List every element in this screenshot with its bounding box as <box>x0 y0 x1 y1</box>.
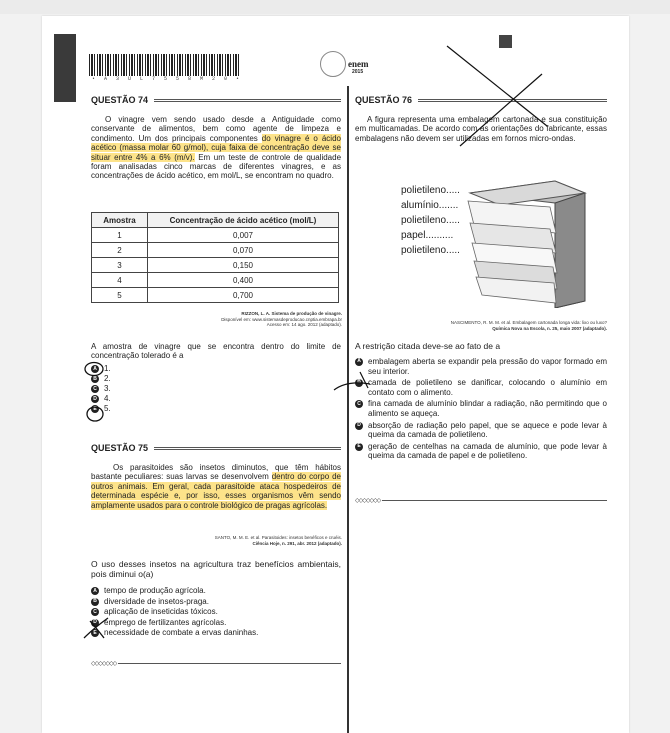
table-cell: 2 <box>92 243 148 258</box>
option-letter-icon: E <box>355 443 363 451</box>
option-d[interactable] <box>91 394 341 404</box>
table-cell: 0,400 <box>148 273 339 288</box>
q74-table-header: Amostra <box>92 213 148 228</box>
source-line: SANTO, M. M. E. et al. Parasitoides: insetos benéficos e cruéis. <box>214 535 342 540</box>
source-line: Ciência Hoje, n. 291, abr. 2012 (adaptado). <box>252 540 342 546</box>
enem-logo-icon <box>320 51 346 77</box>
source-line: Disponível em: www.sistemasdeproducao.cnptia.embrapa.br <box>221 316 342 322</box>
option-letter-icon: B <box>91 598 99 606</box>
q76-options <box>355 357 607 461</box>
table-cell: 0,007 <box>148 228 339 243</box>
q74-heading <box>91 95 341 105</box>
option-e[interactable] <box>355 442 607 461</box>
option-e[interactable] <box>91 628 341 639</box>
option-c[interactable] <box>355 399 607 418</box>
option-a[interactable] <box>91 364 341 374</box>
q74-source <box>162 311 342 328</box>
barcode <box>89 54 239 76</box>
option-letter-icon: B <box>91 375 99 383</box>
option-letter-icon: D <box>91 619 99 627</box>
q76-source <box>355 320 607 331</box>
table-cell: 3 <box>92 258 148 273</box>
q75-intro <box>91 463 341 510</box>
source-line: Química Nova na Escola, n. 25, maio 2007 (adaptado). <box>492 325 607 331</box>
cross-out-stroke <box>447 46 547 126</box>
q75-title: QUESTÃO 75 <box>91 443 149 453</box>
q76-layer-labels <box>401 183 460 258</box>
table-cell: 4 <box>92 273 148 288</box>
q76-intro: A figura representa uma embalagem cartonada e sua constituição em multicamadas. De acordo com as orientações do fabricante, essas embalagens não devem ser utilizadas em fornos micro-ondas. <box>355 115 607 143</box>
q75-intro-plain: Os parasitoides são insetos diminutos, que têm hábitos bastante peculiares: suas larvas se desenvolvem <box>91 463 341 482</box>
layer-label: polietileno..... <box>401 185 460 196</box>
table-row <box>92 243 339 258</box>
viewer-top-band <box>0 0 670 14</box>
q74-question: A amostra de vinagre que se encontra dentro do limite de concentração tolerado é a <box>91 342 341 361</box>
option-text: 1. <box>104 364 111 373</box>
q74-intro-rest: Em um teste de controle de qualidade foram analisadas cinco marcas de diferentes vinagres, e as concentrações de ácido acético, em mol/L, se encontram no quadro. <box>91 152 342 181</box>
exam-page <box>42 16 629 733</box>
q75-end-mark: ◇◇◇◇◇◇◇ <box>91 662 341 666</box>
option-text: diversidade de insetos-praga. <box>104 596 209 606</box>
option-text: aplicação de inseticidas tóxicos. <box>104 607 218 617</box>
option-letter-icon: E <box>91 405 99 413</box>
layer-label: papel.......... <box>401 230 454 241</box>
layer-label: alumínio....... <box>401 200 459 211</box>
option-a[interactable] <box>91 586 341 597</box>
table-cell: 0,150 <box>148 258 339 273</box>
q74-title: QUESTÃO 74 <box>91 95 149 105</box>
option-letter-icon: C <box>91 385 99 393</box>
table-row <box>92 288 339 303</box>
layer-label: polietileno..... <box>401 215 460 226</box>
table-cell: 0,070 <box>148 243 339 258</box>
q76-heading <box>355 95 607 105</box>
option-text: geração de centelhas na camada de alumínio, que pode levar à queima da camada de papel e de polietileno. <box>368 441 607 461</box>
table-row <box>92 258 339 273</box>
q75-intro-highlight: dentro do corpo de outros animais. Em geral, cada parasitoide ataca hospedeiros de determinada espécie e, por isso, esses organismos vêm sendo amplamente usados para o controle biológico de pragas agrícolas. <box>91 472 341 510</box>
q76-end-mark: ◇◇◇◇◇◇◇ <box>355 499 607 503</box>
option-text: embalagem aberta se expandir pela pressão do vapor formado em seu interior. <box>368 357 607 376</box>
option-letter-icon: D <box>355 422 363 430</box>
logo-year: 2015 <box>352 69 364 75</box>
q75-source <box>162 535 342 546</box>
option-text: 3. <box>104 384 111 393</box>
option-d[interactable] <box>355 421 607 440</box>
option-a[interactable] <box>355 357 607 376</box>
q76-title: QUESTÃO 76 <box>355 95 413 105</box>
option-text: absorção de radiação pelo papel, que se aquece e pode levar à queima da camada de polietileno. <box>368 420 607 440</box>
option-letter-icon: E <box>91 629 99 637</box>
q75-options <box>91 586 341 639</box>
page-marker-bar <box>54 34 76 102</box>
q74-intro <box>91 115 341 181</box>
q74-intro-plain: O vinagre vem sendo usado desde a Antiguidade como conservante de alimentos, bem como agente de limpeza e condimento. Um dos principais componentes <box>91 115 341 143</box>
q74-table <box>91 212 339 303</box>
option-letter-icon: A <box>355 358 363 366</box>
option-letter-icon: A <box>91 587 99 595</box>
q75-question: O uso desses insetos na agricultura traz benefícios ambientais, pois diminui o(a) <box>91 559 341 579</box>
q74-options <box>91 364 341 414</box>
option-text: 4. <box>104 394 111 403</box>
option-letter-icon: A <box>91 365 99 373</box>
option-text: fina camada de alumínio blindar a radiação, não permitindo que o alimento se aqueça. <box>368 399 607 418</box>
table-cell: 1 <box>92 228 148 243</box>
option-letter-icon: C <box>91 608 99 616</box>
option-text: emprego de fertilizantes agrícolas. <box>104 617 227 627</box>
option-c[interactable] <box>91 384 341 394</box>
option-b[interactable] <box>91 597 341 608</box>
option-letter-icon: B <box>355 379 363 387</box>
layer-label: polietileno..... <box>401 245 460 256</box>
logo-name: enem <box>348 59 369 69</box>
table-cell: 5 <box>92 288 148 303</box>
source-line: RIZZON, L. A. Sistema de produção de vinagre. <box>241 311 342 316</box>
source-line: Acesso em: 14 ago. 2012 (adaptado). <box>266 322 342 327</box>
table-row <box>92 228 339 243</box>
option-b[interactable] <box>91 374 341 384</box>
barcode-text: • A 3 U L 7 5 5 8 M 2 0 • <box>92 76 243 82</box>
column-divider <box>347 86 349 733</box>
q74-intro-highlight: do vinagre é o ácido acético (massa molar 60 g/mol), cuja faixa de concentração deve se situar entre 4% a 6% (m/v). <box>91 133 341 162</box>
option-text: tempo de produção agrícola. <box>104 586 206 595</box>
option-c[interactable] <box>91 607 341 618</box>
option-letter-icon: D <box>91 395 99 403</box>
option-letter-icon: C <box>355 400 363 408</box>
table-row <box>92 273 339 288</box>
option-b[interactable] <box>355 378 607 397</box>
q74-table-header: Concentração de ácido acético (mol/L) <box>148 213 339 228</box>
option-text: camada de polietileno se danificar, colocando o alumínio em contato com o alimento. <box>368 378 607 397</box>
source-line: NASCIMENTO, R. M. M. et al. Embalagem cartonada longa vida: lixo ou luxo? <box>450 320 607 325</box>
carton-package-image <box>460 173 590 308</box>
q75-heading <box>91 443 341 453</box>
option-d[interactable] <box>91 618 341 629</box>
q76-question: A restrição citada deve-se ao fato de a <box>355 341 501 351</box>
option-text: necessidade de combate a ervas daninhas. <box>104 628 259 638</box>
option-e[interactable] <box>91 404 341 414</box>
option-text: 2. <box>104 374 111 383</box>
table-cell: 0,700 <box>148 288 339 303</box>
option-text: 5. <box>104 404 111 413</box>
page-marker-square <box>499 35 512 48</box>
